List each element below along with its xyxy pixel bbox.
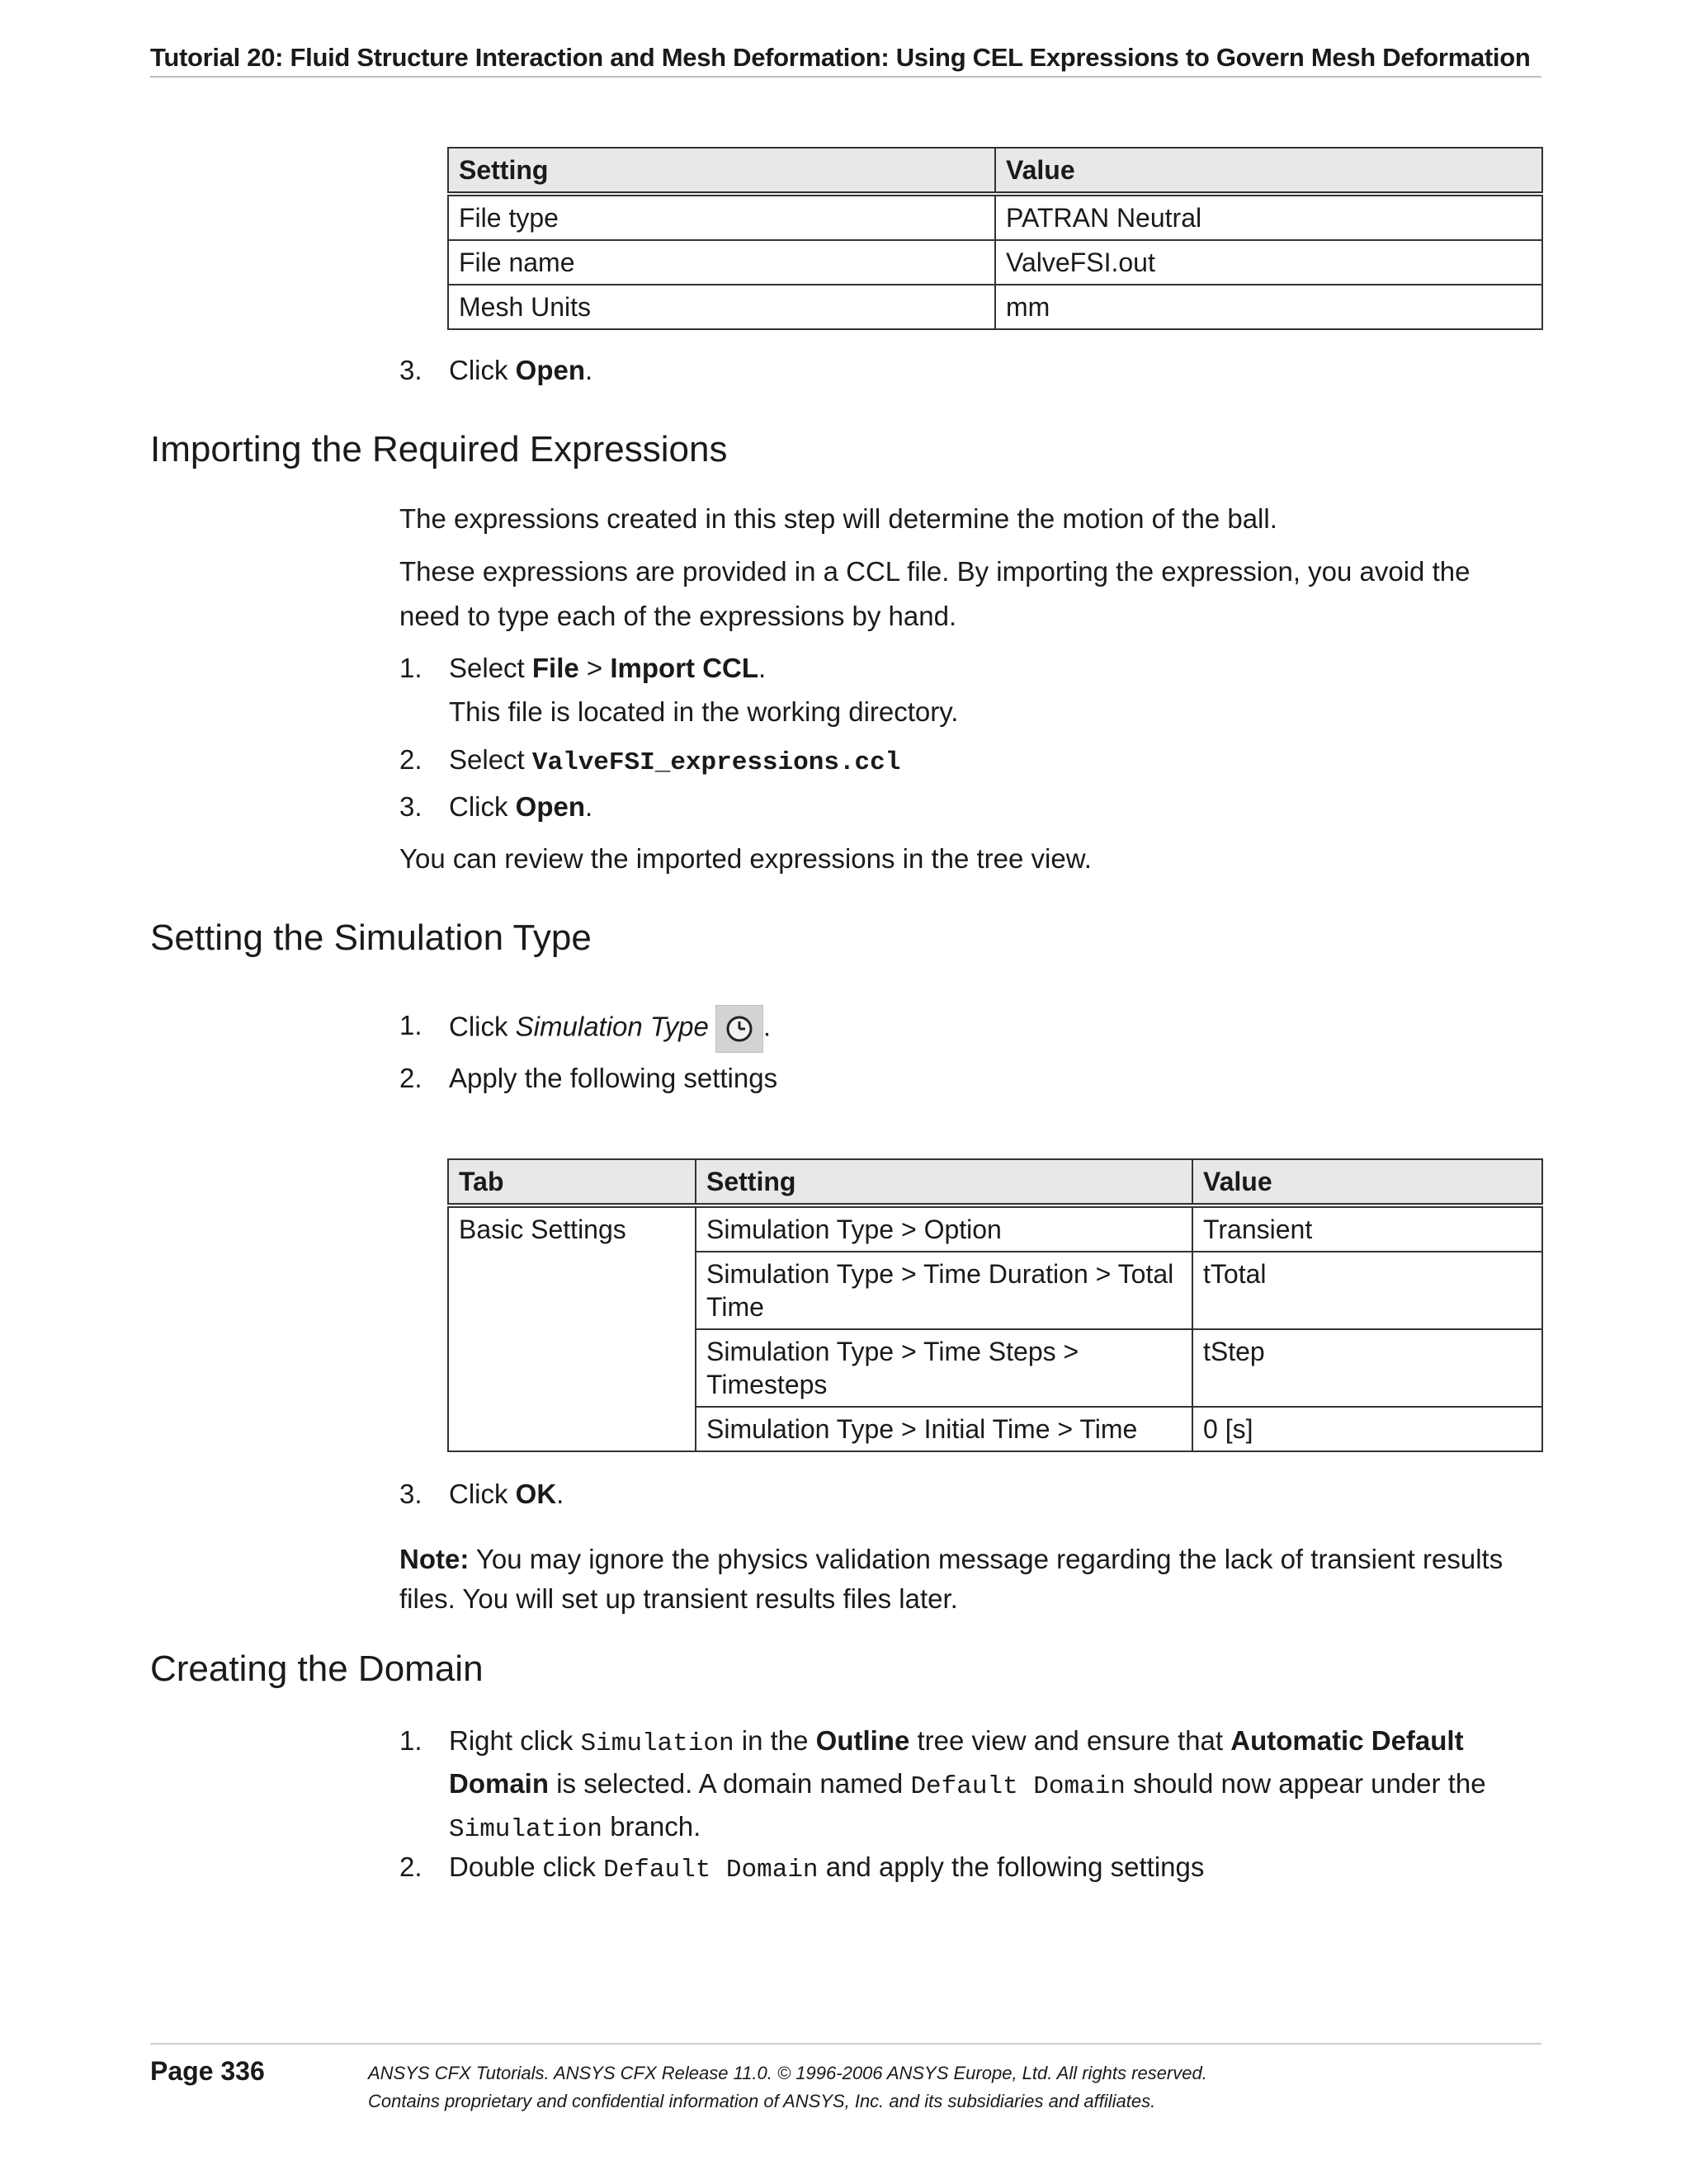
- table-cell: PATRAN Neutral: [995, 194, 1542, 240]
- step-text: Click OK.: [449, 1479, 564, 1509]
- step-number: 2.: [399, 1851, 422, 1882]
- step-number: 3.: [399, 355, 422, 385]
- table-cell: Simulation Type > Option: [696, 1205, 1192, 1252]
- step-number: 3.: [399, 1479, 422, 1509]
- code-default-domain: Default Domain: [910, 1772, 1126, 1801]
- step-text: Right click Simulation in the Outline tree view and ensure that Automatic Default Domain is selected. A domain named Default Domain should now appear under the Simulation branch.: [449, 1725, 1486, 1844]
- step-text: Click Open.: [449, 791, 593, 822]
- section-heading-importing: Importing the Required Expressions: [150, 429, 728, 469]
- step-number: 2.: [399, 744, 422, 775]
- column-header: Tab: [448, 1159, 696, 1205]
- automatic-default-domain-label: Automatic Default Domain: [449, 1725, 1464, 1799]
- step-text: Select ValveFSI_expressions.ccl: [449, 744, 901, 777]
- table-cell: mm: [995, 285, 1542, 329]
- mesh-settings-table: [447, 147, 1543, 330]
- code-simulation: Simulation: [580, 1729, 734, 1758]
- table-row: [448, 1205, 1542, 1252]
- note-paragraph: Note: You may ignore the physics validation message regarding the lack of transient results files. You will set up transient results files later.: [399, 1544, 1504, 1614]
- outline-label: Outline: [815, 1725, 910, 1756]
- open-label: Open: [515, 791, 586, 822]
- step-number: 1.: [399, 1725, 422, 1756]
- column-header: Setting: [696, 1159, 1192, 1205]
- table-cell: 0 [s]: [1192, 1407, 1542, 1451]
- column-header: Setting: [448, 148, 995, 194]
- table-header-row: [448, 148, 1542, 194]
- paragraph: These expressions are provided in a CCL file. By importing the expression, you avoid the need to type each of the expressions by hand.: [399, 556, 1470, 631]
- column-header: Value: [1192, 1159, 1542, 1205]
- table-row: [448, 194, 1542, 240]
- clock-icon: [715, 1005, 763, 1053]
- step-number: 1.: [399, 1010, 422, 1040]
- ccl-filename: ValveFSI_expressions.ccl: [531, 748, 901, 777]
- section-heading-domain: Creating the Domain: [150, 1649, 484, 1689]
- table-cell: Simulation Type > Initial Time > Time: [696, 1407, 1192, 1451]
- simulation-type-label: Simulation Type: [515, 1011, 709, 1042]
- table-cell: Transient: [1192, 1205, 1542, 1252]
- step-note: This file is located in the working directory.: [449, 696, 959, 727]
- code-simulation: Simulation: [449, 1815, 603, 1844]
- ok-label: OK: [515, 1479, 557, 1509]
- note-label: Note:: [399, 1544, 470, 1574]
- file-menu-label: File: [531, 653, 579, 683]
- step-text: Double click Default Domain and apply the following settings: [449, 1851, 1205, 1884]
- table-header-row: [448, 1159, 1542, 1205]
- page-number: Page 336: [150, 2056, 265, 2086]
- footer-copyright: [368, 2059, 1207, 2116]
- table-cell: Mesh Units: [448, 285, 995, 329]
- step-text: Click Open.: [449, 355, 593, 385]
- footer-divider: [150, 2043, 1541, 2045]
- table-row: [448, 240, 1542, 285]
- table-cell: File type: [448, 194, 995, 240]
- import-ccl-label: Import CCL: [610, 653, 759, 683]
- table-row: [448, 285, 1542, 329]
- step-text: Select File > Import CCL.: [449, 653, 767, 683]
- paragraph: You can review the imported expressions in the tree view.: [399, 843, 1092, 874]
- table-cell: File name: [448, 240, 995, 285]
- code-default-domain: Default Domain: [603, 1856, 819, 1884]
- table-cell: tTotal: [1192, 1252, 1542, 1329]
- step-text: Click Simulation Type .: [449, 1005, 1538, 1053]
- footer-line: ANSYS CFX Tutorials. ANSYS CFX Release 11.0. © 1996-2006 ANSYS Europe, Ltd. All rights reserved.: [368, 2063, 1207, 2083]
- step-text: Apply the following settings: [449, 1063, 778, 1093]
- table-cell: ValveFSI.out: [995, 240, 1542, 285]
- section-heading-simulation-type: Setting the Simulation Type: [150, 917, 592, 958]
- step-number: 1.: [399, 653, 422, 683]
- simulation-settings-table: [447, 1158, 1543, 1452]
- table-cell: Simulation Type > Time Duration > Total Time: [696, 1252, 1192, 1329]
- column-header: Value: [995, 148, 1542, 194]
- paragraph: The expressions created in this step will determine the motion of the ball.: [399, 503, 1277, 534]
- open-label: Open: [515, 355, 586, 385]
- table-cell-tab: Basic Settings: [448, 1205, 696, 1451]
- step-number: 2.: [399, 1063, 422, 1093]
- table-cell: Simulation Type > Time Steps > Timesteps: [696, 1329, 1192, 1407]
- footer-line: Contains proprietary and confidential information of ANSYS, Inc. and its subsidiaries and affiliates.: [368, 2091, 1156, 2111]
- step-number: 3.: [399, 791, 422, 822]
- table-cell: tStep: [1192, 1329, 1542, 1407]
- running-header: Tutorial 20: Fluid Structure Interaction and Mesh Deformation: Using CEL Expressions to Govern Mesh Deformation: [150, 43, 1541, 78]
